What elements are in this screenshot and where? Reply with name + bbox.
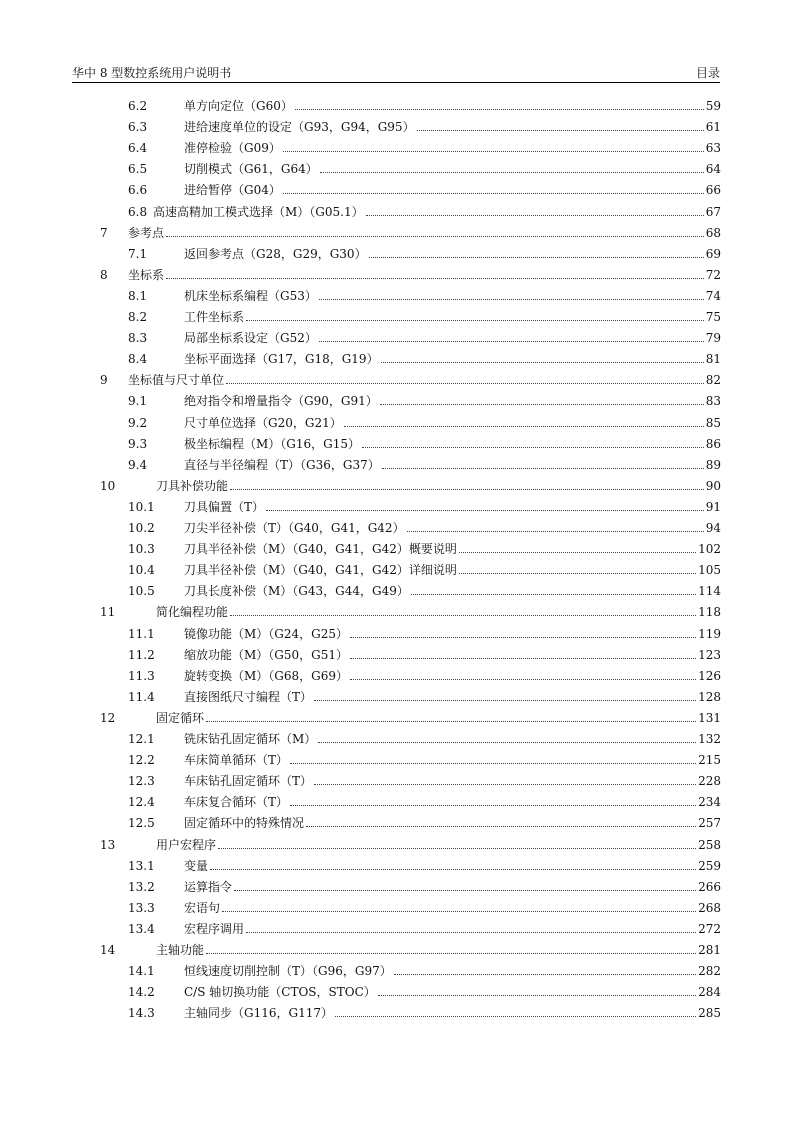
document-title: 华中 8 型数控系统用户说明书 bbox=[72, 66, 232, 80]
toc-entry[interactable] bbox=[0, 328, 793, 348]
toc-entry-page-number: 79 bbox=[705, 331, 721, 346]
toc-entry-page-number: 272 bbox=[698, 921, 721, 936]
toc-entry-title: 准停检验（G09） bbox=[184, 141, 281, 156]
toc-entry-title: 变量 bbox=[184, 858, 209, 873]
toc-entry[interactable] bbox=[0, 96, 793, 116]
section-label: 目录 bbox=[695, 66, 720, 80]
toc-entry[interactable] bbox=[0, 750, 793, 770]
toc-entry-title: 工件坐标系 bbox=[184, 310, 245, 324]
dot-leader bbox=[234, 890, 696, 891]
dot-leader bbox=[306, 826, 696, 827]
toc-entry-title: 高速高精加工模式选择（M）（G05.1） bbox=[153, 204, 364, 219]
toc-entry[interactable] bbox=[0, 455, 793, 475]
toc-entry-number: 9.1 bbox=[128, 394, 148, 409]
toc-entry-number: 8.3 bbox=[128, 331, 148, 346]
dot-leader bbox=[206, 953, 696, 954]
toc-entry[interactable] bbox=[0, 856, 793, 876]
toc-entry-page-number: 102 bbox=[698, 542, 721, 557]
toc-entry[interactable] bbox=[0, 708, 793, 728]
dot-leader bbox=[459, 552, 696, 553]
toc-entry-number: 6.8 bbox=[128, 204, 148, 219]
dot-leader bbox=[319, 341, 704, 342]
toc-entry-number: 8.4 bbox=[128, 352, 148, 367]
dot-leader bbox=[246, 320, 704, 321]
toc-entry-page-number: 234 bbox=[698, 795, 721, 810]
dot-leader bbox=[230, 615, 696, 616]
toc-entry-number: 6.2 bbox=[128, 99, 148, 113]
toc-entry-page-number: 66 bbox=[705, 183, 721, 198]
toc-entry-page-number: 59 bbox=[705, 99, 721, 113]
toc-entry-page-number: 131 bbox=[698, 710, 721, 725]
toc-entry[interactable] bbox=[0, 982, 793, 1002]
toc-entry-number: 10.3 bbox=[128, 542, 155, 557]
toc-entry[interactable] bbox=[0, 434, 793, 454]
toc-entry-number: 10.2 bbox=[128, 521, 155, 535]
toc-entry-title: 尺寸单位选择（G20，G21） bbox=[184, 415, 342, 430]
toc-entry-number: 11 bbox=[100, 605, 116, 620]
toc-entry-page-number: 81 bbox=[705, 352, 721, 367]
toc-entry-number: 8.1 bbox=[128, 288, 148, 303]
toc-entry-page-number: 69 bbox=[705, 246, 721, 261]
toc-entry[interactable] bbox=[0, 307, 793, 327]
toc-entry-title: 参考点 bbox=[128, 225, 165, 240]
toc-entry-title: 坐标系 bbox=[128, 267, 165, 282]
toc-entry[interactable] bbox=[0, 244, 793, 264]
toc-entry-number: 12.3 bbox=[128, 774, 155, 789]
dot-leader bbox=[230, 489, 704, 490]
dot-leader bbox=[335, 1016, 696, 1017]
toc-entry-number: 10 bbox=[100, 478, 116, 493]
toc-entry-title: 极坐标编程（M）（G16，G15） bbox=[184, 436, 360, 451]
toc-entry-page-number: 123 bbox=[698, 647, 721, 662]
toc-entry[interactable] bbox=[0, 265, 793, 285]
toc-entry-number: 8 bbox=[100, 267, 108, 282]
toc-entry[interactable] bbox=[0, 877, 793, 897]
toc-entry-page-number: 282 bbox=[698, 964, 721, 979]
toc-entry-number: 12 bbox=[100, 710, 116, 725]
toc-entry-page-number: 257 bbox=[698, 816, 721, 831]
toc-entry[interactable] bbox=[0, 898, 793, 918]
toc-entry-title: 车床复合循环（T） bbox=[184, 795, 289, 810]
toc-entry-title: 坐标值与尺寸单位 bbox=[128, 373, 225, 388]
toc-entry-title: 主轴同步（G116，G117） bbox=[184, 1006, 333, 1021]
toc-entry-number: 6.4 bbox=[128, 141, 148, 156]
toc-entry-title: 坐标平面选择（G17，G18，G19） bbox=[184, 352, 379, 367]
toc-entry-title: C/S 轴切换功能（CTOS，STOC） bbox=[184, 985, 376, 1000]
toc-entry-title: 车床钻孔固定循环（T） bbox=[184, 774, 313, 789]
toc-entry[interactable] bbox=[0, 476, 793, 496]
toc-entry-number: 13.2 bbox=[128, 879, 155, 894]
toc-entry-page-number: 268 bbox=[698, 900, 721, 915]
toc-entry[interactable] bbox=[0, 370, 793, 390]
toc-entry-page-number: 105 bbox=[698, 563, 721, 578]
toc-entry-title: 铣床钻孔固定循环（M） bbox=[184, 732, 317, 746]
dot-leader bbox=[382, 468, 704, 469]
header-divider bbox=[72, 82, 720, 83]
dot-leader bbox=[314, 700, 696, 701]
toc-entry-page-number: 128 bbox=[698, 689, 721, 704]
dot-leader bbox=[222, 911, 696, 912]
toc-entry-title: 切削模式（G61，G64） bbox=[184, 162, 318, 177]
toc-entry[interactable] bbox=[0, 202, 793, 222]
toc-entry-page-number: 89 bbox=[705, 457, 721, 472]
toc-entry-page-number: 259 bbox=[698, 858, 721, 873]
toc-entry-number: 7.1 bbox=[128, 246, 148, 261]
dot-leader bbox=[266, 510, 704, 511]
toc-entry[interactable] bbox=[0, 792, 793, 812]
dot-leader bbox=[366, 215, 704, 216]
toc-entry[interactable] bbox=[0, 940, 793, 960]
toc-entry-page-number: 67 bbox=[705, 204, 721, 219]
toc-entry-title: 刀尖半径补偿（T）（G40，G41，G42） bbox=[184, 521, 405, 535]
dot-leader bbox=[246, 932, 696, 933]
toc-entry-title: 绝对指令和增量指令（G90，G91） bbox=[184, 394, 378, 409]
toc-entry[interactable] bbox=[0, 1003, 793, 1023]
toc-entry-page-number: 91 bbox=[705, 499, 721, 514]
toc-entry-title: 宏程序调用 bbox=[184, 921, 245, 936]
toc-entry[interactable] bbox=[0, 813, 793, 833]
toc-entry[interactable] bbox=[0, 961, 793, 981]
toc-entry-page-number: 285 bbox=[698, 1006, 721, 1021]
toc-entry-number: 14.2 bbox=[128, 985, 155, 1000]
toc-entry-title: 进给速度单位的设定（G93，G94，G95） bbox=[184, 120, 415, 135]
toc-entry-page-number: 82 bbox=[705, 373, 721, 388]
toc-entry-number: 13.3 bbox=[128, 900, 155, 915]
toc-entry[interactable] bbox=[0, 539, 793, 559]
dot-leader bbox=[290, 805, 696, 806]
toc-entry[interactable] bbox=[0, 286, 793, 306]
toc-entry[interactable] bbox=[0, 581, 793, 601]
dot-leader bbox=[166, 278, 704, 279]
toc-entry-number: 13.1 bbox=[128, 858, 155, 873]
toc-entry-page-number: 114 bbox=[698, 584, 721, 599]
toc-entry[interactable] bbox=[0, 624, 793, 644]
toc-entry-number: 12.1 bbox=[128, 732, 155, 746]
toc-entry-page-number: 61 bbox=[705, 120, 721, 135]
toc-entry-title: 固定循环中的特殊情况 bbox=[184, 816, 305, 831]
toc-entry-title: 镜像功能（M）（G24，G25） bbox=[184, 626, 348, 641]
dot-leader bbox=[362, 447, 704, 448]
dot-leader bbox=[166, 236, 704, 237]
toc-entry-page-number: 94 bbox=[705, 521, 721, 535]
toc-entry-page-number: 119 bbox=[698, 626, 721, 641]
toc-entry-page-number: 83 bbox=[705, 394, 721, 409]
toc-entry[interactable] bbox=[0, 687, 793, 707]
toc-entry-title: 刀具偏置（T） bbox=[184, 499, 265, 514]
toc-entry-title: 固定循环 bbox=[156, 710, 205, 725]
toc-entry-number: 8.2 bbox=[128, 310, 148, 324]
toc-entry[interactable] bbox=[0, 666, 793, 686]
toc-entry[interactable] bbox=[0, 602, 793, 622]
toc-entry-number: 6.3 bbox=[128, 120, 148, 135]
dot-leader bbox=[378, 995, 696, 996]
toc-entry-title: 机床坐标系编程（G53） bbox=[184, 288, 317, 303]
toc-entry-page-number: 85 bbox=[705, 415, 721, 430]
toc-entry-page-number: 64 bbox=[705, 162, 721, 177]
toc-entry[interactable] bbox=[0, 413, 793, 433]
toc-entry-page-number: 284 bbox=[698, 985, 721, 1000]
toc-entry-title: 进给暂停（G04） bbox=[184, 183, 281, 198]
dot-leader bbox=[417, 130, 704, 131]
toc-entry[interactable] bbox=[0, 349, 793, 369]
toc-entry-page-number: 90 bbox=[705, 478, 721, 493]
dot-leader bbox=[380, 404, 704, 405]
toc-entry[interactable] bbox=[0, 771, 793, 791]
dot-leader bbox=[459, 573, 696, 574]
toc-entry[interactable] bbox=[0, 560, 793, 580]
dot-leader bbox=[290, 763, 696, 764]
toc-entry-title: 运算指令 bbox=[184, 879, 233, 894]
toc-entry-number: 9.4 bbox=[128, 457, 148, 472]
dot-leader bbox=[350, 658, 696, 659]
dot-leader bbox=[206, 721, 696, 722]
toc-entry-page-number: 74 bbox=[705, 288, 721, 303]
toc-entry-title: 刀具半径补偿（M）（G40，G41，G42）详细说明 bbox=[184, 563, 457, 578]
toc-entry-number: 11.2 bbox=[128, 647, 155, 662]
toc-entry-title: 缩放功能（M）（G50，G51） bbox=[184, 647, 348, 662]
toc-entry-number: 12.4 bbox=[128, 795, 155, 810]
toc-entry[interactable] bbox=[0, 223, 793, 243]
toc-entry[interactable] bbox=[0, 138, 793, 158]
dot-leader bbox=[369, 257, 704, 258]
toc-entry-title: 用户宏程序 bbox=[156, 837, 217, 852]
toc-entry-number: 10.5 bbox=[128, 584, 155, 599]
dot-leader bbox=[210, 869, 696, 870]
toc-entry-page-number: 281 bbox=[698, 943, 721, 957]
toc-entry-title: 刀具补偿功能 bbox=[156, 478, 229, 493]
toc-entry[interactable] bbox=[0, 117, 793, 137]
dot-leader bbox=[381, 362, 704, 363]
toc-entry-number: 9.3 bbox=[128, 436, 148, 451]
toc-entry-title: 刀具半径补偿（M）（G40，G41，G42）概要说明 bbox=[184, 542, 457, 557]
toc-entry[interactable] bbox=[0, 919, 793, 939]
toc-entry-number: 7 bbox=[100, 225, 108, 240]
toc-entry-page-number: 63 bbox=[705, 141, 721, 156]
toc-entry-page-number: 75 bbox=[705, 310, 721, 324]
dot-leader bbox=[218, 848, 696, 849]
toc-entry-title: 直径与半径编程（T）（G36，G37） bbox=[184, 457, 380, 472]
toc-entry-page-number: 72 bbox=[705, 267, 721, 282]
toc-entry-title: 简化编程功能 bbox=[156, 605, 229, 620]
dot-leader bbox=[295, 109, 704, 110]
toc-entry-number: 11.1 bbox=[128, 626, 155, 641]
dot-leader bbox=[350, 679, 696, 680]
toc-entry[interactable] bbox=[0, 518, 793, 538]
toc-entry-page-number: 126 bbox=[698, 668, 721, 683]
dot-leader bbox=[407, 531, 704, 532]
toc-entry-title: 恒线速度切削控制（T）（G96，G97） bbox=[184, 964, 392, 979]
toc-entry-title: 刀具长度补偿（M）（G43，G44，G49） bbox=[184, 584, 409, 599]
toc-entry-number: 12.2 bbox=[128, 753, 155, 768]
toc-entry-page-number: 86 bbox=[705, 436, 721, 451]
toc-entry-title: 主轴功能 bbox=[156, 943, 205, 957]
toc-entry-page-number: 132 bbox=[698, 732, 721, 746]
toc-entry-number: 10.4 bbox=[128, 563, 155, 578]
toc-entry-page-number: 266 bbox=[698, 879, 721, 894]
toc-entry[interactable] bbox=[0, 729, 793, 749]
dot-leader bbox=[314, 784, 696, 785]
toc-entry-page-number: 68 bbox=[705, 225, 721, 240]
toc-entry[interactable] bbox=[0, 835, 793, 855]
toc-entry-page-number: 258 bbox=[698, 837, 721, 852]
page-header bbox=[72, 64, 720, 82]
toc-entry[interactable] bbox=[0, 645, 793, 665]
toc-entry-title: 局部坐标系设定（G52） bbox=[184, 331, 317, 346]
toc-entry[interactable] bbox=[0, 159, 793, 179]
toc-entry-title: 返回参考点（G28，G29，G30） bbox=[184, 246, 367, 261]
toc-entry[interactable] bbox=[0, 497, 793, 517]
dot-leader bbox=[319, 299, 704, 300]
dot-leader bbox=[350, 637, 696, 638]
dot-leader bbox=[394, 974, 696, 975]
dot-leader bbox=[283, 193, 704, 194]
dot-leader bbox=[226, 383, 704, 384]
toc-entry-number: 13.4 bbox=[128, 921, 155, 936]
toc-entry-title: 直接图纸尺寸编程（T） bbox=[184, 689, 313, 704]
dot-leader bbox=[318, 742, 696, 743]
toc-entry-title: 车床简单循环（T） bbox=[184, 753, 289, 768]
toc-entry-number: 9.2 bbox=[128, 415, 148, 430]
toc-entry-number: 10.1 bbox=[128, 499, 155, 514]
toc-entry-page-number: 228 bbox=[698, 774, 721, 789]
toc-entry-title: 宏语句 bbox=[184, 900, 221, 915]
toc-entry-number: 6.6 bbox=[128, 183, 148, 198]
toc-entry-number: 14.3 bbox=[128, 1006, 155, 1021]
toc-entry-title: 旋转变换（M）（G68，G69） bbox=[184, 668, 348, 683]
toc-entry-number: 12.5 bbox=[128, 816, 155, 831]
toc-entry-number: 6.5 bbox=[128, 162, 148, 177]
toc-entry-number: 14.1 bbox=[128, 964, 155, 979]
toc-entry-number: 9 bbox=[100, 373, 108, 388]
dot-leader bbox=[283, 151, 704, 152]
toc-entry-number: 11.4 bbox=[128, 689, 155, 704]
toc-entry-number: 14 bbox=[100, 943, 116, 957]
dot-leader bbox=[320, 172, 704, 173]
toc-entry-number: 13 bbox=[100, 837, 116, 852]
toc-entry-title: 单方向定位（G60） bbox=[184, 99, 293, 113]
toc-entry-page-number: 215 bbox=[698, 753, 721, 768]
toc-entry[interactable] bbox=[0, 180, 793, 200]
toc-entry-page-number: 118 bbox=[698, 605, 721, 620]
toc-entry[interactable] bbox=[0, 391, 793, 411]
toc-entry-number: 11.3 bbox=[128, 668, 155, 683]
dot-leader bbox=[344, 426, 704, 427]
dot-leader bbox=[411, 594, 696, 595]
